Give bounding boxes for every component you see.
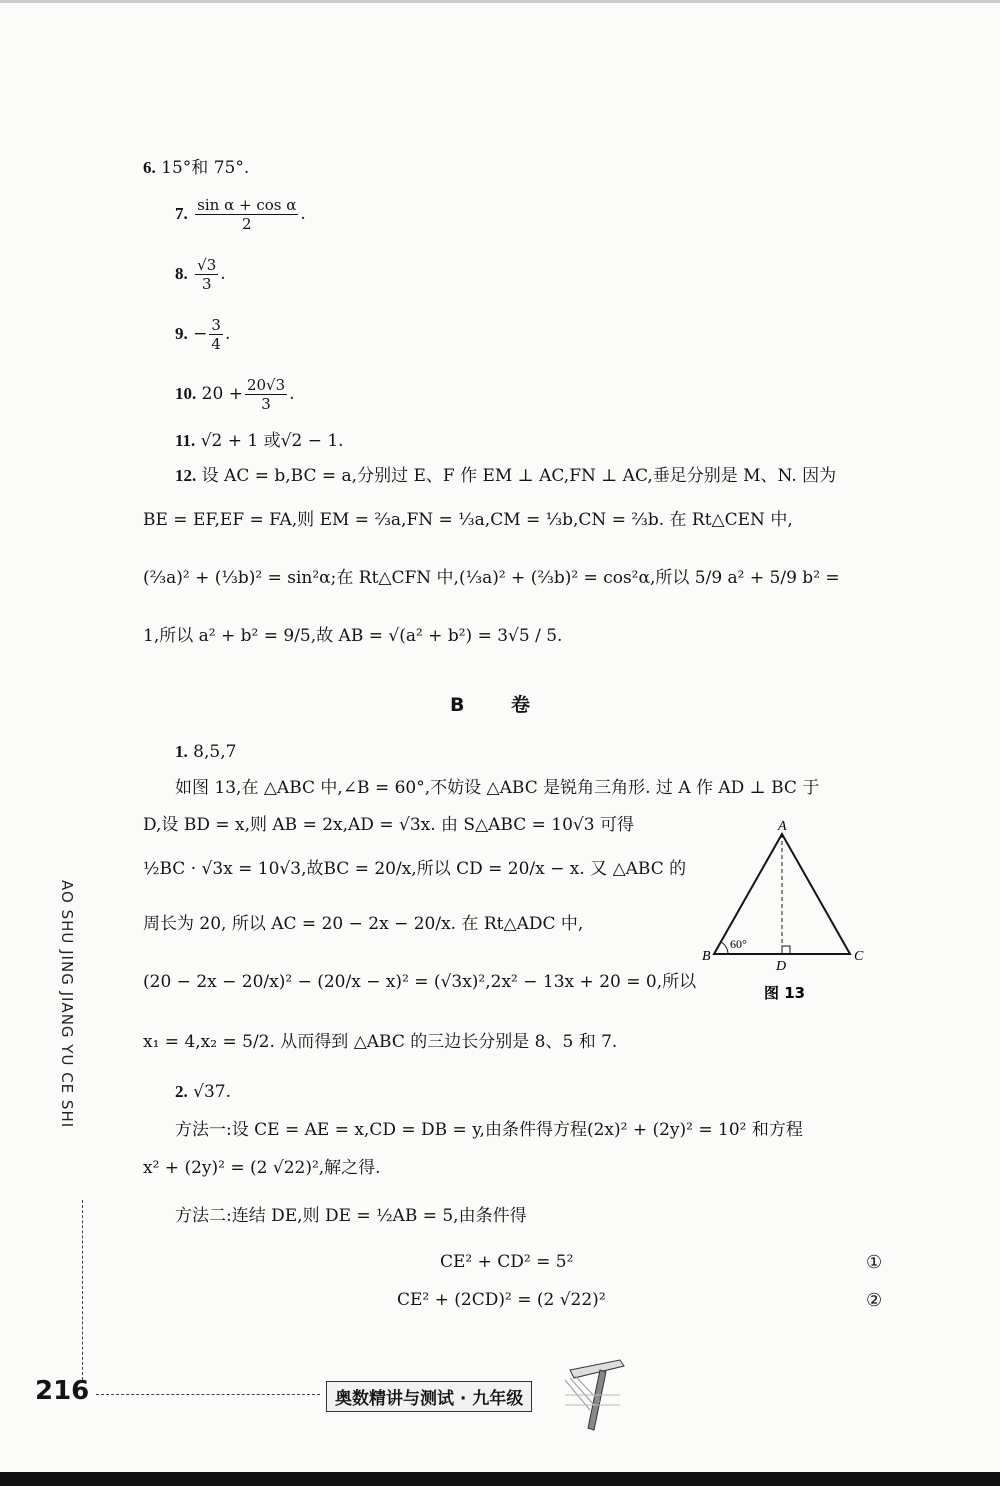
- answer-text: 15°和 75°.: [161, 158, 250, 178]
- answer-9: [175, 316, 230, 353]
- label-d: D: [776, 959, 787, 974]
- answer-number: 7.: [175, 204, 188, 223]
- answer-text: 8,5,7: [193, 742, 237, 762]
- answer-number: 11.: [175, 431, 196, 450]
- b-answer-1-line1: 如图 13,在 △ABC 中,∠B = 60°,不妨设 △ABC 是锐角三角形. 过 A 作 AD ⊥ BC 于: [175, 778, 820, 798]
- equation-1: CE² + CD² = 5²: [440, 1252, 574, 1272]
- answer-12-line4: 1,所以 a² + b² = 9/5,故 AB = √(a² + b²) = 3√5 / 5.: [143, 626, 563, 646]
- label-b: B: [702, 949, 711, 964]
- answer-8: [175, 256, 226, 293]
- b-answer-1-line3: ½BC · √3x = 10√3,故BC = 20/x,所以 CD = 20/x − x. 又 △ABC 的: [143, 859, 687, 879]
- top-edge: [0, 0, 1000, 3]
- b-answer-2-m1-line1: 方法一:设 CE = AE = x,CD = DB = y,由条件得方程(2x)² + (2y)² = 10² 和方程: [175, 1120, 803, 1140]
- b-answer-1-line5: (20 − 2x − 20/x)² − (20/x − x)² = (√3x)²,2x² − 13x + 20 = 0,所以: [143, 972, 697, 992]
- footer-title: 奥数精讲与测试 · 九年级: [326, 1381, 532, 1412]
- fraction: [195, 256, 218, 293]
- answer-tail: .: [300, 204, 306, 224]
- answer-12-line1: [175, 464, 836, 488]
- answer-tail: .: [289, 384, 295, 404]
- fraction: [245, 376, 287, 413]
- equation-1-marker: ①: [866, 1252, 883, 1273]
- fraction: [195, 196, 298, 233]
- denominator: 3: [261, 395, 271, 413]
- answer-tail: .: [220, 264, 226, 284]
- answer-number: 1.: [175, 742, 188, 761]
- angle-label: 60°: [730, 937, 747, 951]
- answer-10: [175, 376, 295, 413]
- denominator: 3: [201, 275, 212, 293]
- equation-2-marker: ②: [866, 1290, 883, 1311]
- pencil-ruler-icon: [560, 1350, 650, 1440]
- b-answer-1: [175, 740, 236, 764]
- figure-caption: 图 13: [764, 984, 806, 1002]
- answer-prefix: −: [193, 324, 208, 344]
- b-answer-1-line6: x₁ = 4,x₂ = 5/2. 从而得到 △ABC 的三边长分别是 8、5 和 7.: [143, 1032, 618, 1052]
- section-title-b: B 卷: [449, 694, 551, 716]
- triangle-figure: [698, 820, 878, 1010]
- angle-arc: [721, 942, 728, 954]
- answer-text: √2 + 1 或√2 − 1.: [200, 431, 344, 451]
- answer-number: 6.: [143, 158, 156, 177]
- answer-text: 设 AC = b,BC = a,分别过 E、F 作 EM ⊥ AC,FN ⊥ AC,垂足分别是 M、N. 因为: [201, 466, 837, 486]
- equation-2: CE² + (2CD)² = (2 √22)²: [397, 1290, 606, 1310]
- numerator: 3: [211, 316, 221, 334]
- page-number: 216: [35, 1376, 90, 1406]
- label-a: A: [778, 820, 787, 834]
- footer-dash-line: [96, 1394, 320, 1395]
- answer-number: 10.: [175, 384, 197, 403]
- b-answer-2: [175, 1080, 231, 1104]
- answer-6: [143, 156, 249, 180]
- b-answer-2-m2-line1: 方法二:连结 DE,则 DE = ½AB = 5,由条件得: [175, 1206, 527, 1226]
- answer-tail: .: [224, 324, 231, 344]
- b-answer-1-line4: 周长为 20, 所以 AC = 20 − 2x − 20/x. 在 Rt△ADC 中,: [143, 914, 584, 934]
- answer-prefix: 20 +: [201, 384, 243, 404]
- answer-12-line2: BE = EF,EF = FA,则 EM = ⅔a,FN = ⅓a,CM = ⅓b,CN = ⅔b. 在 Rt△CEN 中,: [143, 510, 793, 530]
- b-answer-2-m1-line2: x² + (2y)² = (2 √22)²,解之得.: [143, 1158, 381, 1178]
- answer-12-line3: (⅔a)² + (⅓b)² = sin²α;在 Rt△CFN 中,(⅓a)² + (⅔b)² = cos²α,所以 5/9 a² + 5/9 b² =: [143, 568, 840, 588]
- label-c: C: [854, 949, 864, 964]
- answer-number: 8.: [175, 264, 188, 283]
- numerator: 20√3: [246, 376, 286, 394]
- answer-text: √37.: [193, 1082, 232, 1102]
- answer-number: 2.: [175, 1082, 188, 1101]
- numerator: sin α + cos α: [197, 196, 297, 214]
- fraction: [209, 316, 223, 353]
- denominator: 2: [241, 215, 252, 233]
- answer-7: [175, 196, 306, 233]
- numerator: √3: [197, 256, 217, 274]
- sidebar-dash-line: [82, 1200, 83, 1380]
- bottom-scan-edge: [0, 1472, 1000, 1486]
- sidebar-text: AO SHU JING JIANG YU CE SHI: [58, 880, 76, 1129]
- b-answer-1-line2: D,设 BD = x,则 AB = 2x,AD = √3x. 由 S△ABC = 10√3 可得: [143, 815, 634, 835]
- denominator: 4: [211, 335, 221, 353]
- answer-number: 9.: [175, 324, 188, 343]
- answer-number: 12.: [175, 466, 197, 485]
- right-angle-mark: [782, 946, 790, 954]
- answer-11: [175, 429, 344, 453]
